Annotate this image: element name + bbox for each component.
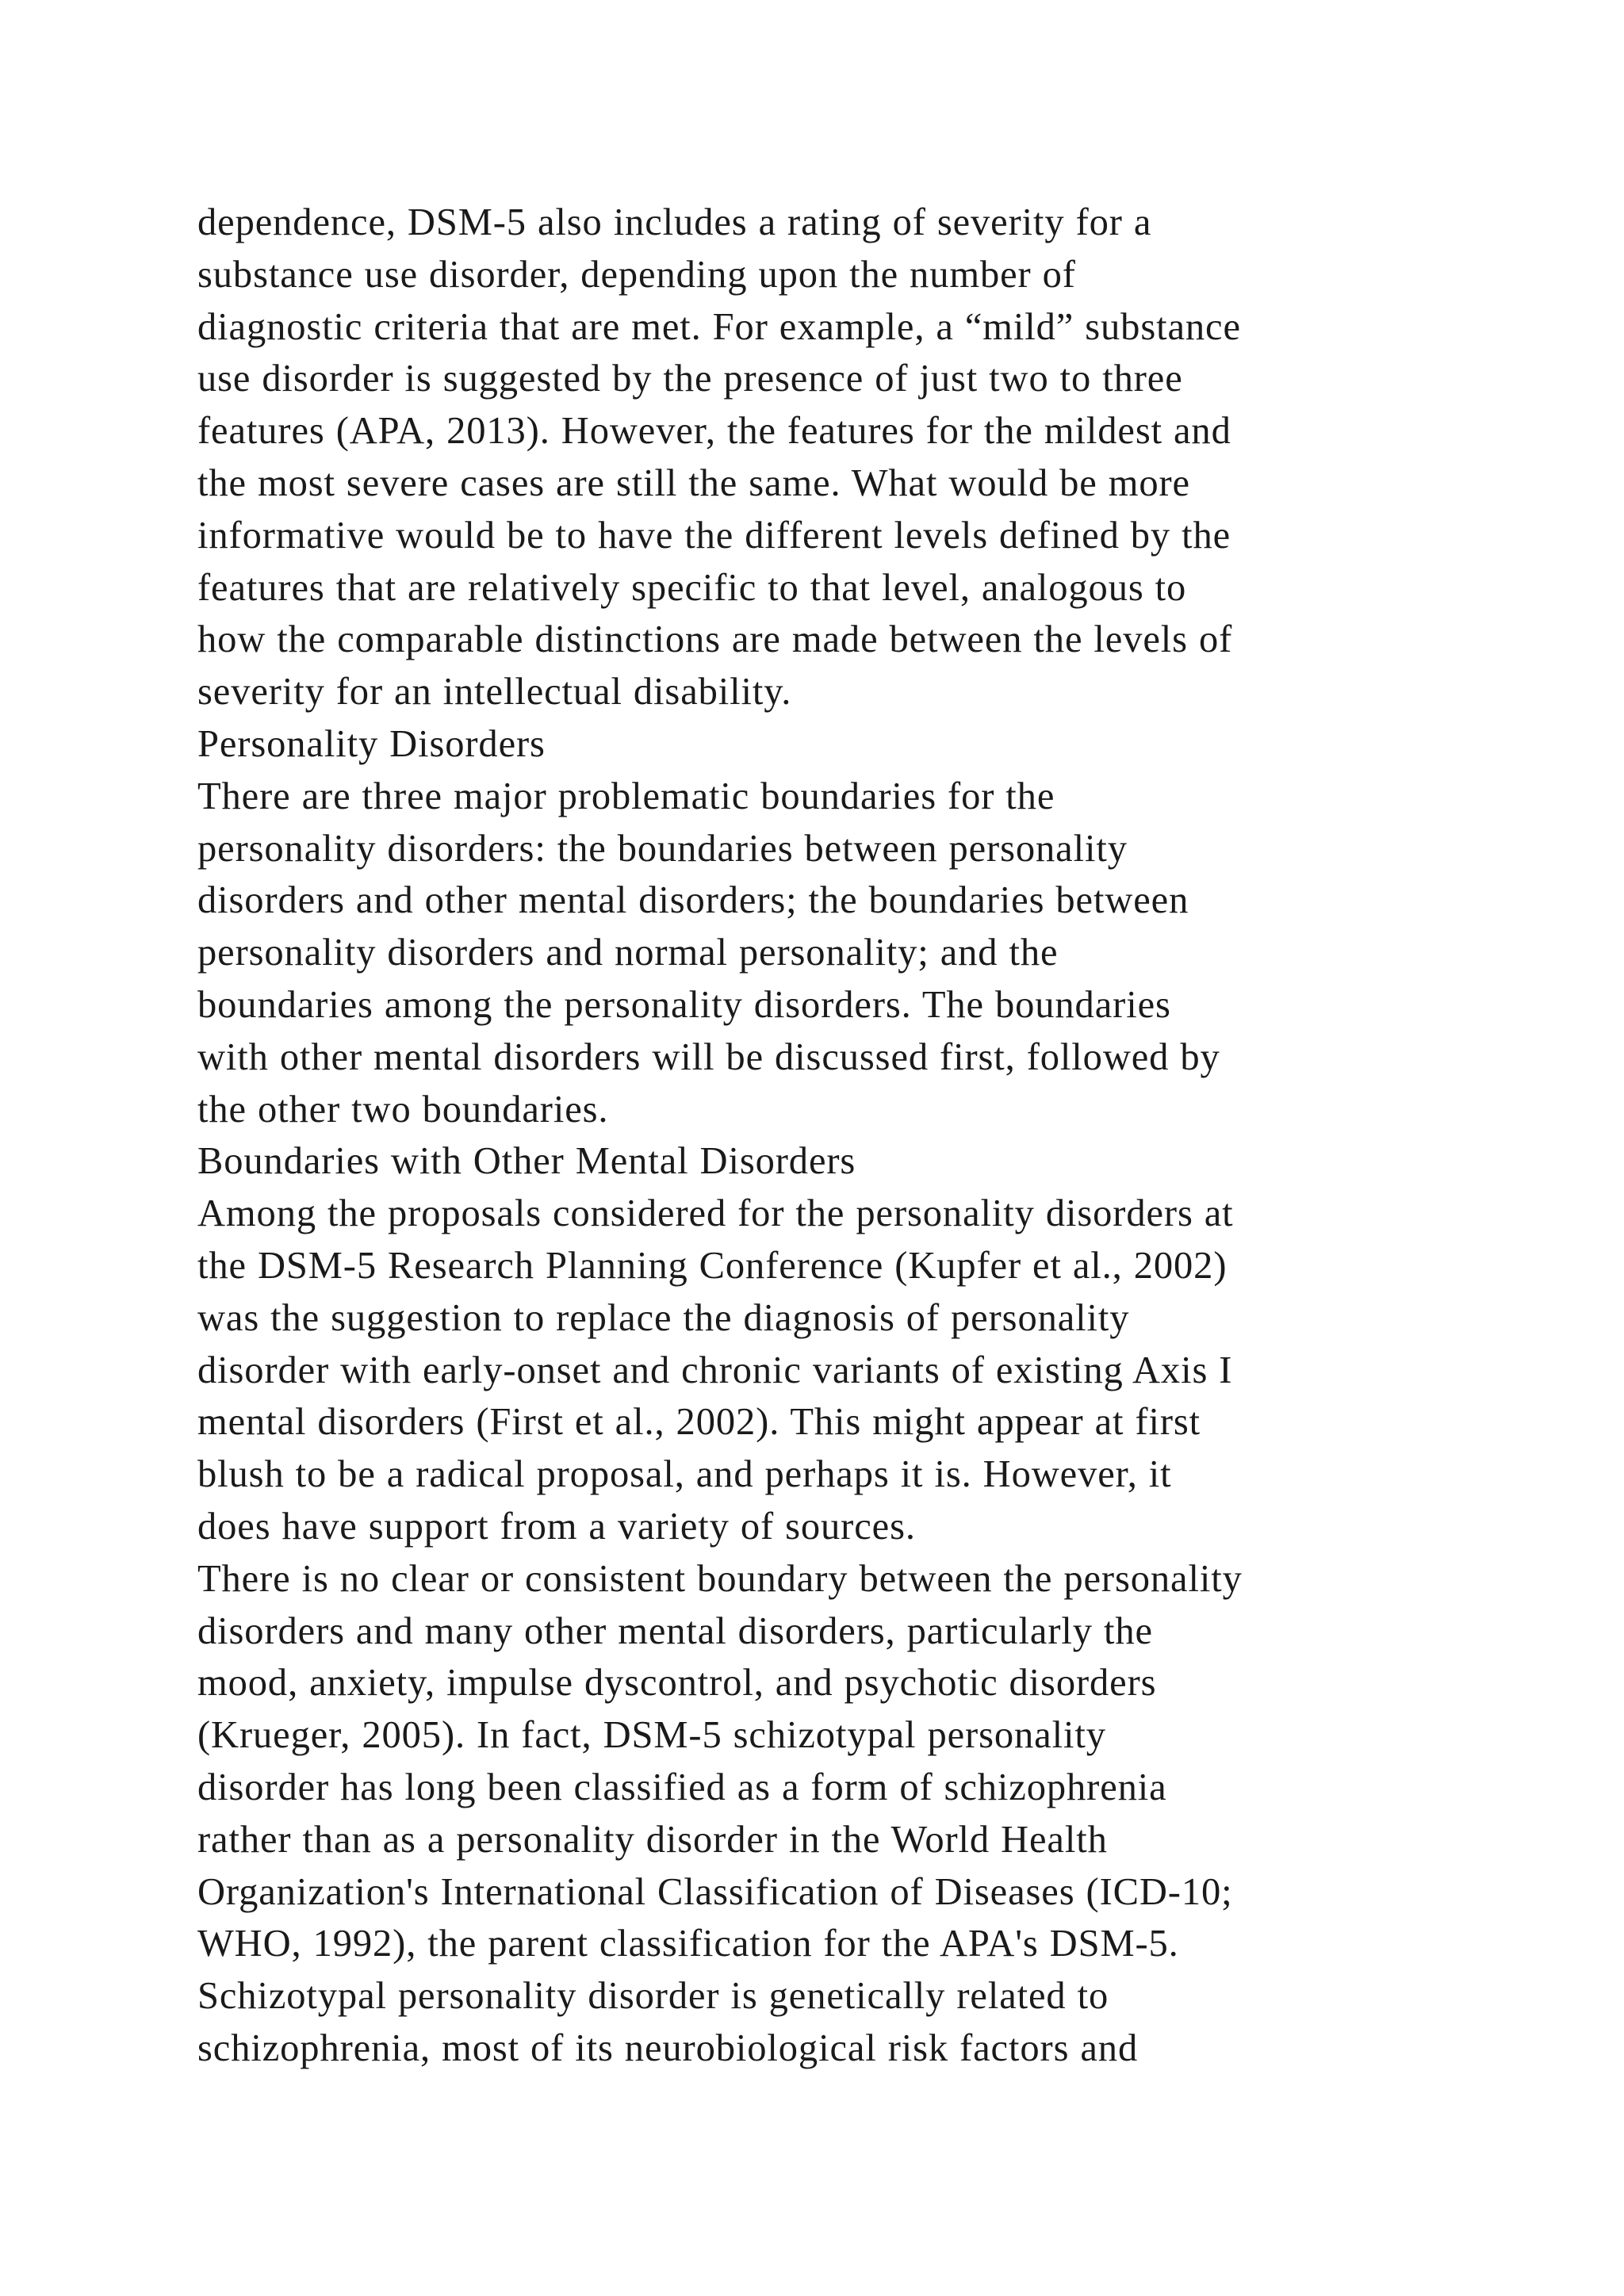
text-line: features that are relatively specific to that level, analogous to xyxy=(197,566,1187,609)
section-heading: Personality Disorders xyxy=(197,722,546,765)
text-line: informative would be to have the different levels defined by the xyxy=(197,514,1231,557)
text-line: the most severe cases are still the same. What would be more xyxy=(197,461,1190,504)
text-line: personality disorders: the boundaries between personality xyxy=(197,827,1128,870)
text-line: Among the proposals considered for the personality disorders at xyxy=(197,1192,1234,1235)
text-line: disorders and many other mental disorders, particularly the xyxy=(197,1609,1153,1652)
text-line: There are three major problematic boundaries for the xyxy=(197,775,1055,817)
text-line: mood, anxiety, impulse dyscontrol, and psychotic disorders xyxy=(197,1662,1157,1705)
text-line: boundaries among the personality disorders. The boundaries xyxy=(197,983,1171,1026)
subsection-heading: Boundaries with Other Mental Disorders xyxy=(197,1140,856,1183)
text-line: does have support from a variety of sources. xyxy=(197,1505,916,1548)
text-line: rather than as a personality disorder in the World Health xyxy=(197,1818,1108,1861)
text-line: (Krueger, 2005). In fact, DSM-5 schizotypal personality xyxy=(197,1714,1106,1757)
text-line: disorder has long been classified as a form of schizophrenia xyxy=(197,1766,1167,1808)
body-text xyxy=(197,197,1617,2075)
text-line: WHO, 1992), the parent classification for the APA's DSM-5. xyxy=(197,1923,1179,1965)
text-line: There is no clear or consistent boundary between the personality xyxy=(197,1557,1243,1600)
text-line: schizophrenia, most of its neurobiological risk factors and xyxy=(197,2026,1139,2069)
text-line: Organization's International Classification of Diseases (ICD-10; xyxy=(197,1870,1233,1913)
text-line: substance use disorder, depending upon the number of xyxy=(197,253,1076,296)
text-line: severity for an intellectual disability. xyxy=(197,671,792,714)
text-line: mental disorders (First et al., 2002). This might appear at first xyxy=(197,1401,1201,1444)
text-line: how the comparable distinctions are made between the levels of xyxy=(197,618,1233,661)
text-line: blush to be a radical proposal, and perhaps it is. However, it xyxy=(197,1453,1172,1496)
text-line: dependence, DSM-5 also includes a rating of severity for a xyxy=(197,201,1152,243)
text-line: Schizotypal personality disorder is genetically related to xyxy=(197,1975,1109,2018)
text-line: the DSM-5 Research Planning Conference (Kupfer et al., 2002) xyxy=(197,1244,1228,1287)
text-line: disorders and other mental disorders; the boundaries between xyxy=(197,879,1189,922)
text-line: features (APA, 2013). However, the features for the mildest and xyxy=(197,410,1231,453)
text-line: was the suggestion to replace the diagnosis of personality xyxy=(197,1296,1130,1339)
text-line: diagnostic criteria that are met. For example, a “mild” substance xyxy=(197,305,1241,348)
text-line: personality disorders and normal personality; and the xyxy=(197,932,1059,974)
text-line: use disorder is suggested by the presence of just two to three xyxy=(197,358,1183,400)
text-line: the other two boundaries. xyxy=(197,1088,609,1131)
text-line: with other mental disorders will be discussed first, followed by xyxy=(197,1035,1220,1078)
text-line: disorder with early-onset and chronic variants of existing Axis I xyxy=(197,1349,1233,1391)
